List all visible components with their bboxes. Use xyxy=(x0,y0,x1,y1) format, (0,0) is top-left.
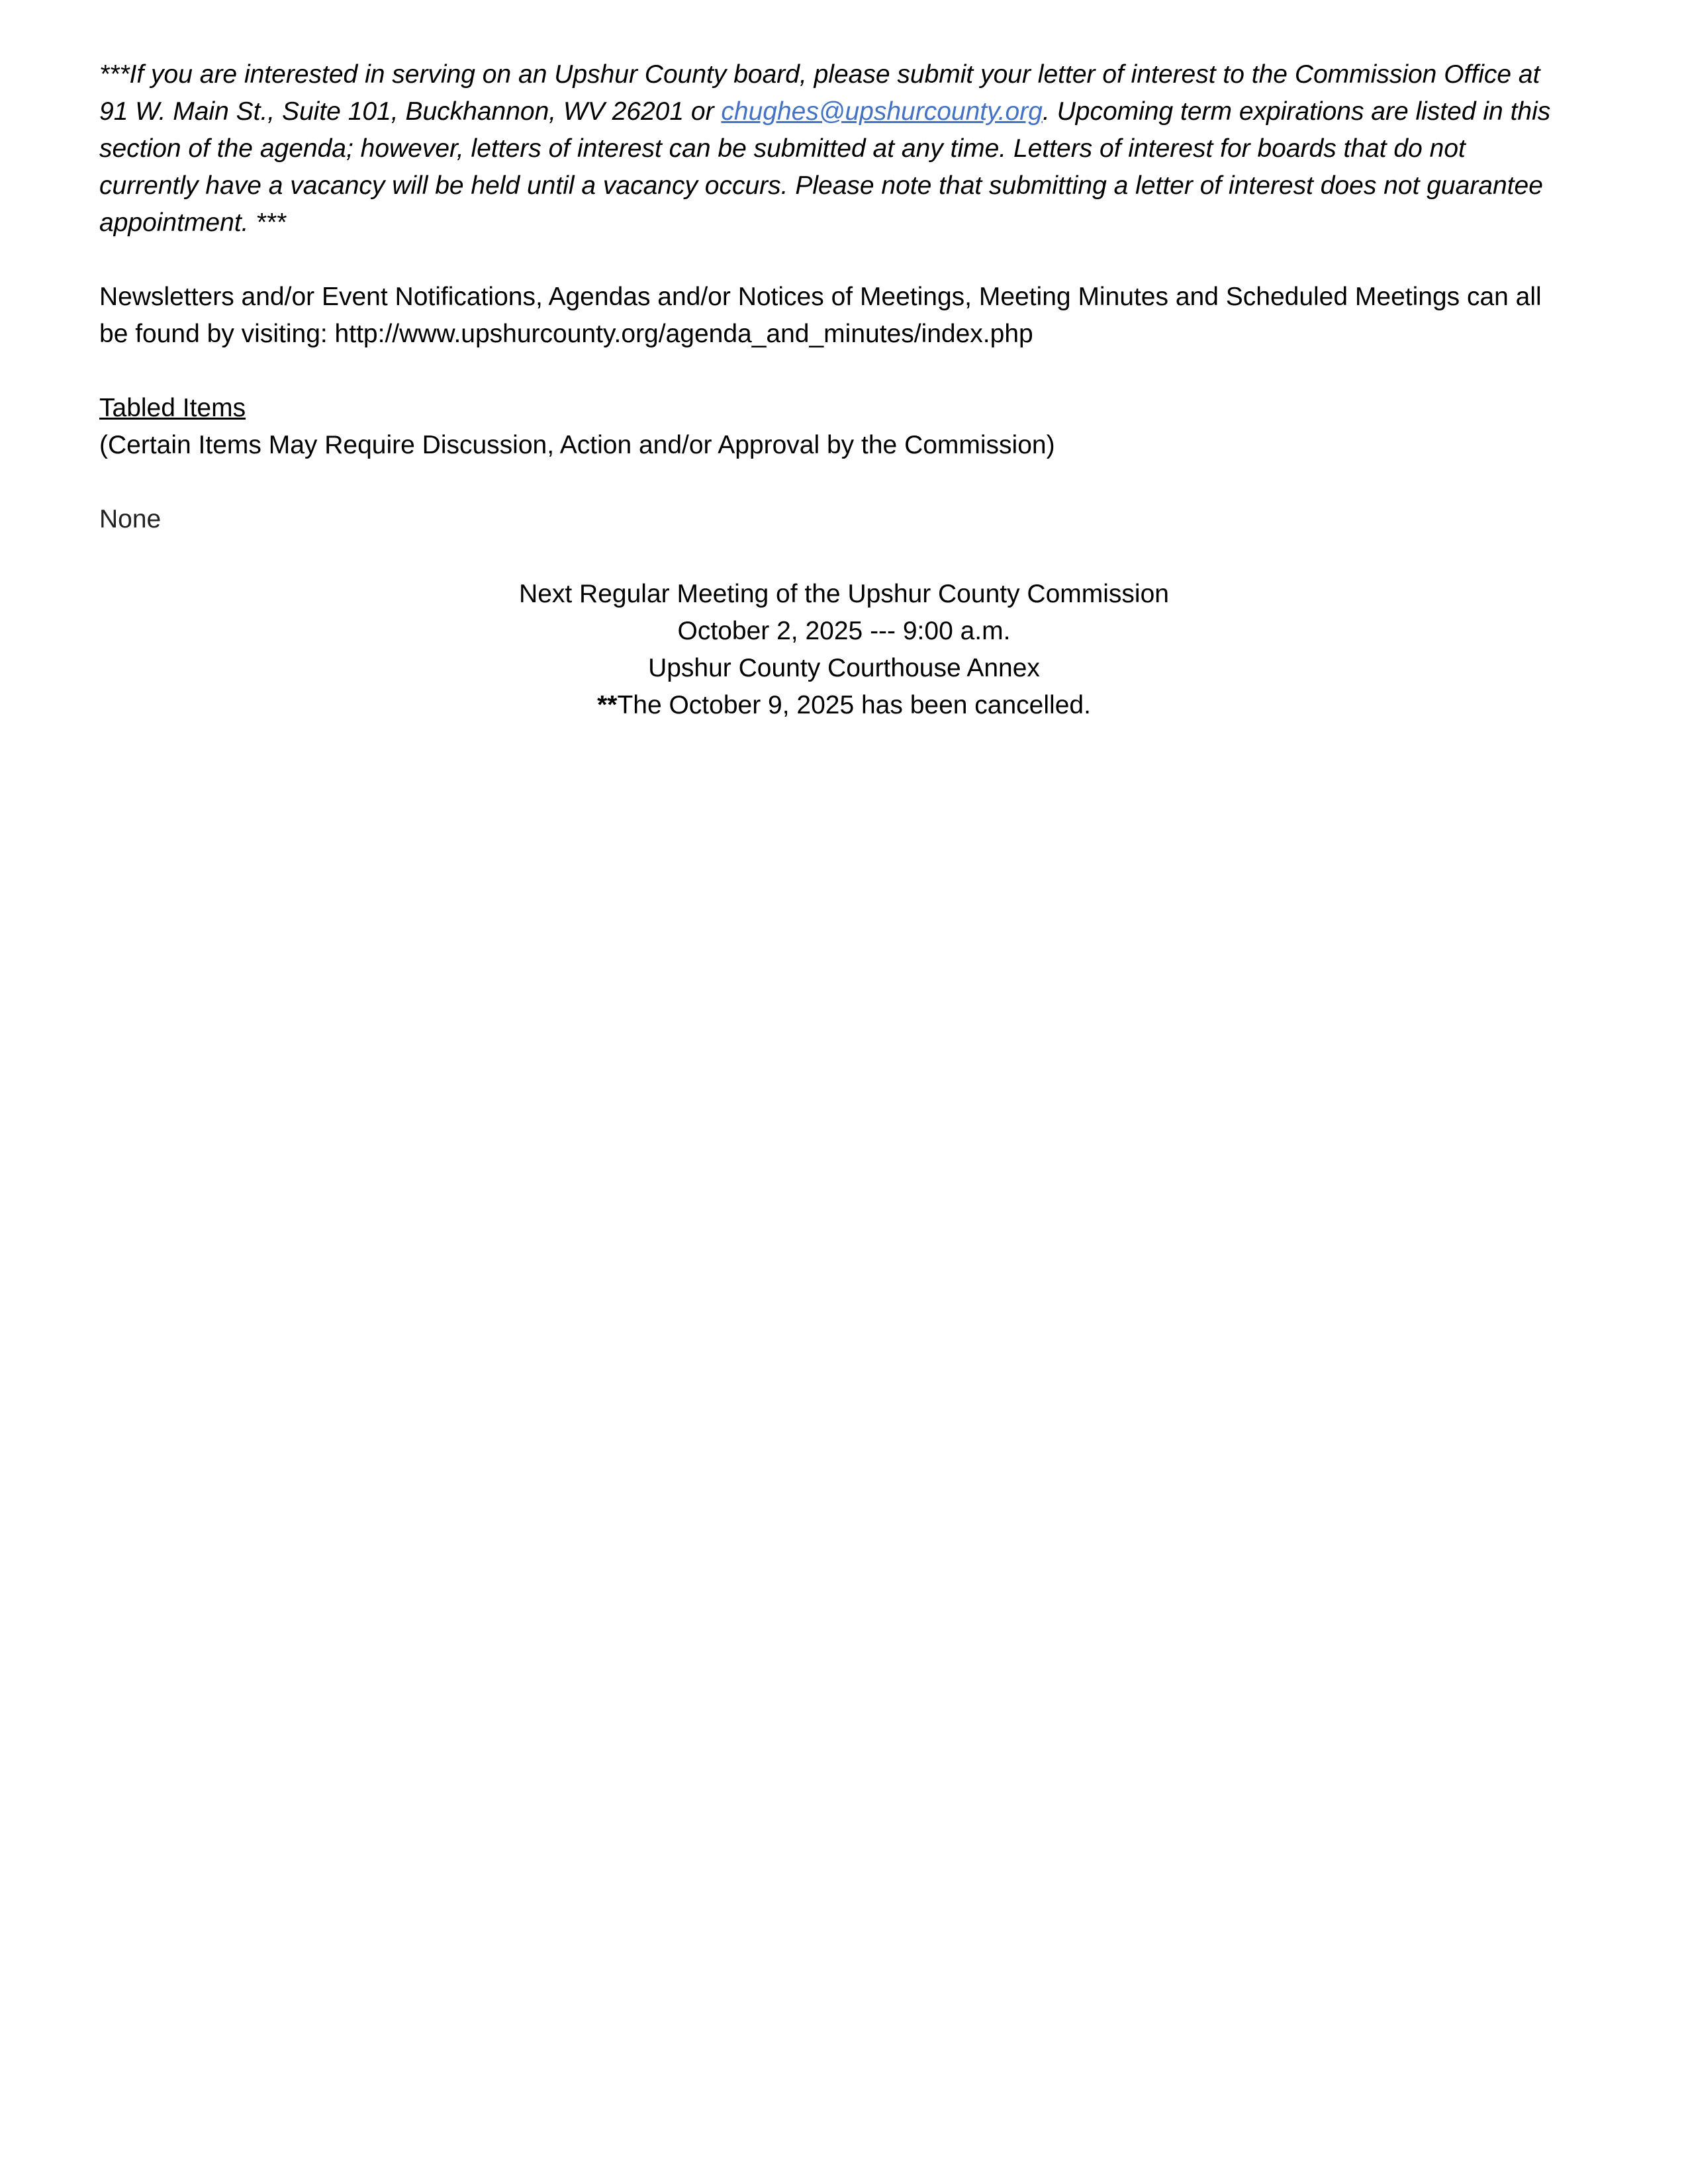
board-interest-notice xyxy=(99,56,1569,242)
agenda-body xyxy=(99,56,1569,538)
cancellation-note xyxy=(0,687,1688,724)
notice-text-part2: . Upcoming term expirations are listed in this section of the agenda; however, letters of interest can be submitted at any time. Letters of interest for boards that do not currently have a vacancy will be held until a vacancy occurs. Please note that submitting a letter of interest does not guarantee appointment. *** xyxy=(99,97,1551,237)
notice-text-part1: ***If you are interested in serving on an Upshur County board, please submit your letter of interest to the Commission Office at 91 W. Main St., Suite 101, Buckhannon, WV 26201 or xyxy=(99,60,1540,126)
cancellation-text: The October 9, 2025 has been cancelled. xyxy=(617,691,1091,719)
tabled-items-subheading: (Certain Items May Require Discussion, Action and/or Approval by the Commission) xyxy=(99,431,1055,459)
spacer xyxy=(99,353,1569,390)
next-meeting-title: Next Regular Meeting of the Upshur County Commission xyxy=(519,580,1169,608)
next-meeting-location: Upshur County Courthouse Annex xyxy=(648,654,1040,682)
tabled-items-content: None xyxy=(99,505,162,533)
spacer xyxy=(99,464,1569,501)
cancellation-stars: ** xyxy=(597,691,618,719)
tabled-items-heading: Tabled Items xyxy=(99,394,246,422)
spacer xyxy=(99,242,1569,279)
newsletters-paragraph: Newsletters and/or Event Notifications, Agendas and/or Notices of Meetings, Meeting Minutes and Scheduled Meetings can all be found by visiting: http://www.upshurcounty.org/agenda_and_minutes/index.php xyxy=(99,283,1542,348)
next-meeting-block xyxy=(0,576,1688,724)
next-meeting-date: October 2, 2025 --- 9:00 a.m. xyxy=(677,617,1011,645)
email-link[interactable]: chughes@upshurcounty.org xyxy=(721,97,1043,126)
